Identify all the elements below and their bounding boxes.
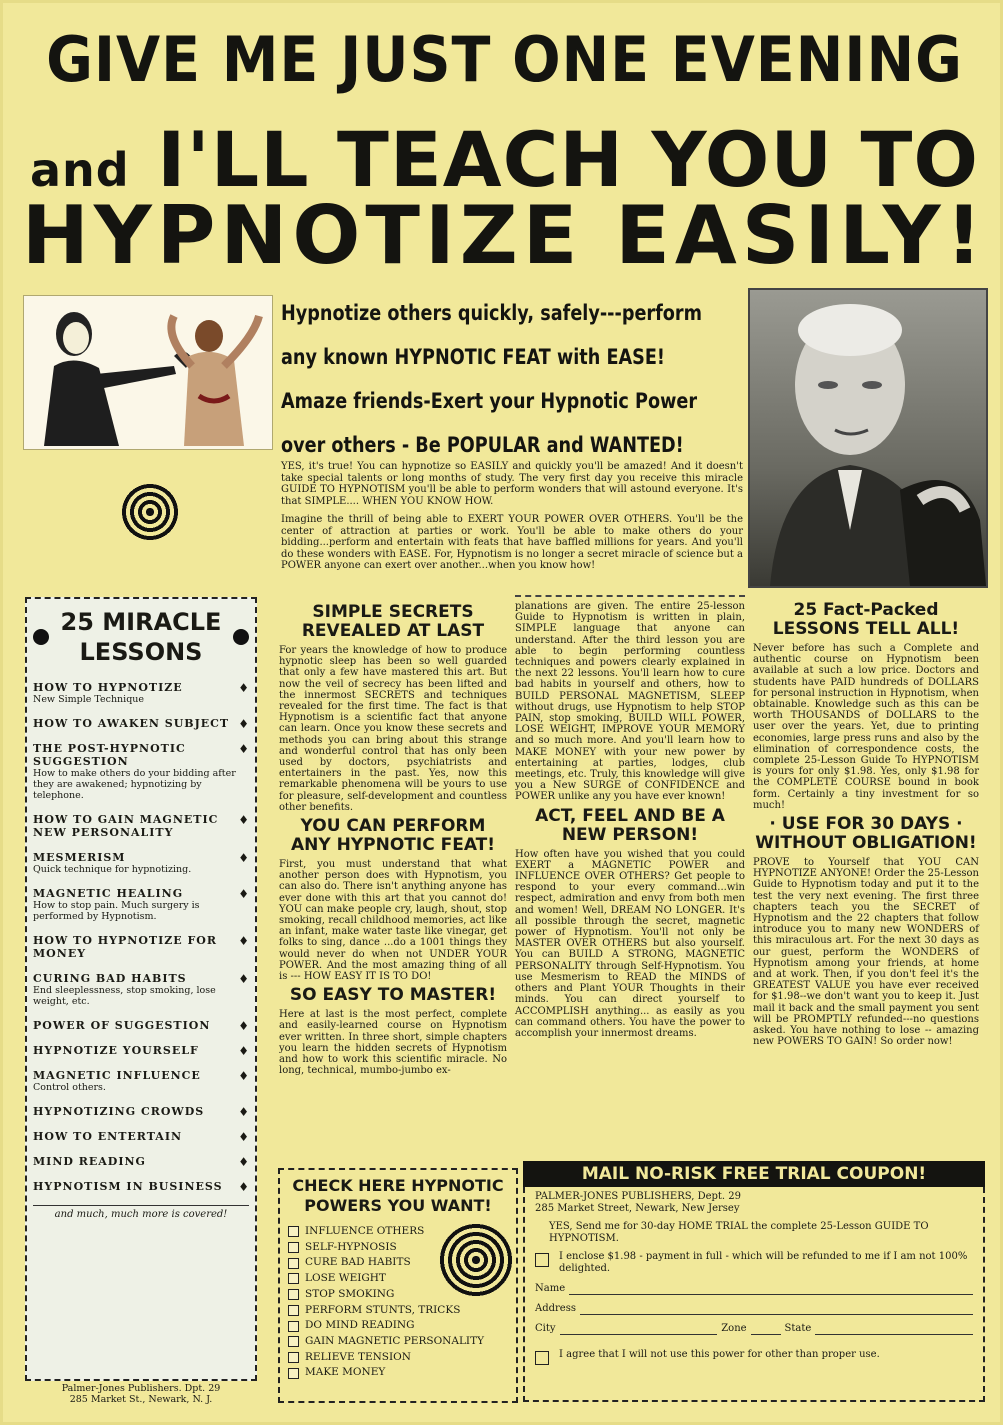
bullet-dot-icon <box>33 629 49 645</box>
checklist-item[interactable] <box>288 1318 508 1334</box>
checklist-label: INFLUENCE OTHERS <box>305 1225 425 1237</box>
lesson-description: New Simple Technique <box>33 694 145 705</box>
city-zone-state-field[interactable] <box>535 1323 973 1335</box>
lessons-panel <box>25 597 257 1381</box>
checklist-label: LOSE WEIGHT <box>305 1272 386 1285</box>
agree-checkbox[interactable] <box>535 1351 549 1365</box>
lesson-title: HOW TO ENTERTAIN <box>33 1130 183 1143</box>
lesson-title: MAGNETIC INFLUENCE <box>33 1069 201 1082</box>
checklist-title: CHECK HERE HYPNOTIC POWERS YOU WANT! <box>292 1176 504 1215</box>
lesson-title: MIND READING <box>33 1155 146 1168</box>
checkbox[interactable] <box>288 1368 299 1379</box>
city-input[interactable] <box>560 1325 718 1335</box>
tagline-line: Hypnotize others quickly, safely---perform <box>281 301 702 325</box>
headline-line-1: GIVE ME JUST ONE EVENING <box>46 23 963 96</box>
lesson-title: HOW TO GAIN MAGNETIC NEW PERSONALITY <box>33 813 219 839</box>
lesson-item <box>33 1019 249 1032</box>
publisher-line: Palmer-Jones Publishers. Dpt. 29 <box>61 1383 221 1394</box>
enclose-text: I enclose $1.98 - payment in full - which will be refunded to me if I am not 100% delighted. <box>559 1251 968 1274</box>
zone-label: Zone <box>721 1323 747 1334</box>
name-input[interactable] <box>569 1285 973 1295</box>
checklist-label: STOP SMOKING <box>305 1287 395 1300</box>
column-fact-packed <box>753 599 979 1052</box>
hypnotist-illustration <box>23 295 273 450</box>
coupon-header: MAIL NO-RISK FREE TRIAL COUPON! <box>523 1161 985 1187</box>
order-coupon <box>523 1187 985 1402</box>
author-portrait <box>748 288 988 588</box>
agree-row <box>535 1349 973 1365</box>
lesson-title: HOW TO AWAKEN SUBJECT <box>33 717 230 730</box>
diamond-bullet-icon: ♦ <box>238 1180 249 1194</box>
body-text: For years the knowledge of how to produce hypnotic sleep has been so well guarded that only a few have mastered this art. But now the veil of secrecy has been lifted and the innermost SECRETS and techniques revealed for the first time. The fact is that Hypnotism is a scientific fact that anyone can learn. Once you know these secrets and methods you can bring about this strange and wonderful control that has only been used by doctors, psychiatrists and entertainers in the past. Yes, now this remarkable phenomena will be yours to use for pleasure, self-development and countless other benefits. <box>279 645 507 813</box>
lesson-title: MAGNETIC HEALING <box>33 887 184 900</box>
lesson-item <box>33 1105 249 1118</box>
hypnotic-spiral-icon <box>437 1221 515 1299</box>
body-text: Here at last is the most perfect, complete and easily-learned course on Hypnotism ever written. In three short, simple chapters you learn the hidden secrets of Hypnotism and how to work this scientific miracle. No long, technical, mumbo-jumbo ex- <box>279 1009 507 1077</box>
tagline-line: any known HYPNOTIC FEAT with EASE! <box>281 345 665 369</box>
lesson-item <box>33 742 249 801</box>
diamond-bullet-icon: ♦ <box>238 1044 249 1058</box>
zone-input[interactable] <box>751 1325 781 1335</box>
section-heading: 25 Fact-Packed LESSONS TELL ALL! <box>772 600 960 639</box>
diamond-bullet-icon: ♦ <box>238 934 249 948</box>
checkbox[interactable] <box>288 1258 299 1269</box>
lesson-description: How to make others do your bidding after they are awakened; hypnotizing by telephone. <box>33 768 236 801</box>
diamond-bullet-icon: ♦ <box>238 1105 249 1119</box>
checkbox[interactable] <box>288 1305 299 1316</box>
coupon-address-line: PALMER-JONES PUBLISHERS, Dept. 29 <box>535 1191 742 1202</box>
coupon-yes-text: YES, Send me for 30-day HOME TRIAL the complete 25-Lesson GUIDE TO HYPNOTISM. <box>549 1221 929 1244</box>
lesson-title: HOW TO HYPNOTIZE FOR MONEY <box>33 934 218 960</box>
lesson-item <box>33 887 249 922</box>
state-label: State <box>784 1323 812 1334</box>
body-text: First, you must understand that what another person does with Hypnotism, you can also do. There isn't anything anyone has ever done with this art that you cannot do! YOU can make people cry, laugh, shout, stop smoking, recall childhood memories, act like an infant, make water taste like vinegar, get folks to sing, dance ...do a 1001 things they would never do when not UNDER YOUR POWER. And the most amazing thing of all is --- HOW EASY IT IS TO DO! <box>279 859 507 983</box>
diamond-bullet-icon: ♦ <box>238 742 249 756</box>
diamond-bullet-icon: ♦ <box>238 681 249 695</box>
name-label: Name <box>535 1283 566 1294</box>
lesson-title: HYPNOTIZE YOURSELF <box>33 1044 199 1057</box>
portrait-icon <box>750 290 986 586</box>
lessons-more: and much, much more is covered! <box>33 1205 249 1220</box>
tagline <box>281 291 743 467</box>
enclose-checkbox[interactable] <box>535 1253 549 1267</box>
lesson-item <box>33 934 249 960</box>
headline-line-2-rest: I'LL TEACH YOU TO <box>129 115 979 204</box>
hypnotist-drawing-icon <box>24 296 272 449</box>
checklist-item[interactable] <box>288 1303 508 1319</box>
intro-paragraph: YES, it's true! You can hypnotize so EASILY and quickly you'll be amazed! And it doesn't take special talents or long months of study. The very first day you receive this miracle GUIDE TO HYPNOTISM you'll be able to perform wonders that will astound everyone. It's that SIMPLE.... WHEN YOU KNOW HOW. <box>281 461 743 507</box>
section-heading: ACT, FEEL AND BE A NEW PERSON! <box>535 805 725 845</box>
checkbox[interactable] <box>288 1242 299 1253</box>
publisher-footer <box>25 1383 257 1405</box>
tagline-line: Amaze friends-Exert your Hypnotic Power <box>281 389 698 413</box>
lesson-item <box>33 717 249 730</box>
lesson-list <box>33 681 249 1193</box>
coupon-address <box>535 1191 973 1215</box>
diamond-bullet-icon: ♦ <box>238 1019 249 1033</box>
lesson-title: MESMERISM <box>33 851 126 864</box>
lessons-title-top: 25 MIRACLE <box>60 608 222 636</box>
checklist-item[interactable] <box>288 1350 508 1366</box>
lesson-item <box>33 1130 249 1143</box>
checklist-label: MAKE MONEY <box>305 1366 386 1379</box>
diamond-bullet-icon: ♦ <box>238 887 249 901</box>
enclose-row <box>535 1251 973 1275</box>
lesson-item <box>33 1069 249 1093</box>
body-text: How often have you wished that you could EXERT a MAGNETIC POWER and INFLUENCE OVER OTHERS? Get people to respond to your every command...win respect, admiration and envy from both men and women! Well, DREAM NO LONGER. It's all possible through the secret, magnetic power of Hypnotism. You'll not only be MASTER OVER OTHERS but also yourself. You can BUILD A STRONG, MAGNETIC PERSONALITY through Self-Hypnotism. You use Mesmerism to READ the MINDS of others and Plant YOUR Thoughts in their minds. You can direct yourself to ACCOMPLISH anything... as easily as you can command others. You have the power to accomplish your innermost dreams. <box>515 848 745 1039</box>
checkbox[interactable] <box>288 1273 299 1284</box>
lesson-item <box>33 1044 249 1057</box>
address-label: Address <box>535 1303 576 1314</box>
checklist-label: PERFORM STUNTS, TRICKS <box>305 1303 461 1316</box>
lesson-title: POWER OF SUGGESTION <box>33 1019 211 1032</box>
lesson-title: CURING BAD HABITS <box>33 972 187 985</box>
state-input[interactable] <box>815 1325 973 1335</box>
diamond-bullet-icon: ♦ <box>238 972 249 986</box>
body-text: Never before has such a Complete and authentic course on Hypnotism been available at such a low price. Doctors and students have PAID hundreds of DOLLARS for personal instruction in Hypnotism, when obtainable. Knowledge such as this can be worth THOUSANDS of DOLLARS to the user over the years. Yet, due to printing economies, large press runs and also by the elimination of correspondence costs, the complete 25-Lesson Guide To HYPNOTISM is yours for only $1.98. Yes, only $1.98 for the COMPLETE COURSE bound in book form. Certainly a tiny investment for so much! <box>753 643 979 811</box>
column-new-person <box>515 595 745 1043</box>
checkbox[interactable] <box>288 1321 299 1332</box>
lesson-description: Control others. <box>33 1082 106 1093</box>
lesson-item <box>33 972 249 1007</box>
section-heading: YOU CAN PERFORM ANY HYPNOTIC FEAT! <box>290 816 496 856</box>
checklist-label: GAIN MAGNETIC PERSONALITY <box>305 1334 485 1347</box>
intro-paragraph: Imagine the thrill of being able to EXERT YOUR POWER OVER OTHERS. You'll be the center of attraction at parties or work. You'll be able to make others do your bidding...perform and entertain with feats that have baffled millions for years. And you'll do these wonders with EASE. For, Hypnotism is no longer a secret miracle of science but a POWER anyone can exert over another...when you know how! <box>281 514 743 571</box>
diamond-bullet-icon: ♦ <box>238 813 249 827</box>
coupon-address-line: 285 Market Street, Newark, New Jersey <box>535 1203 740 1214</box>
intro-copy <box>281 461 743 579</box>
column-secrets <box>279 601 507 1081</box>
diamond-bullet-icon: ♦ <box>238 717 249 731</box>
lesson-item <box>33 1155 249 1168</box>
checkbox[interactable] <box>288 1352 299 1363</box>
diamond-bullet-icon: ♦ <box>238 1069 249 1083</box>
lesson-item <box>33 851 249 875</box>
lesson-description: Quick technique for hypnotizing. <box>33 864 192 875</box>
checklist-label: RELIEVE TENSION <box>305 1350 411 1363</box>
publisher-line: 285 Market St., Newark, N. J. <box>69 1394 213 1405</box>
headline-line-3: HYPNOTIZE EASILY! <box>21 189 988 282</box>
checklist-label: DO MIND READING <box>305 1319 415 1332</box>
checklist-item[interactable] <box>288 1334 508 1350</box>
lesson-description: End sleeplessness, stop smoking, lose weight, etc. <box>33 985 216 1007</box>
lesson-title: HYPNOTIZING CROWDS <box>33 1105 205 1118</box>
section-heading: SO EASY TO MASTER! <box>289 985 497 1006</box>
lesson-item <box>33 681 249 705</box>
checkbox[interactable] <box>288 1336 299 1347</box>
lesson-item <box>33 1180 249 1193</box>
bullet-dot-icon <box>233 629 249 645</box>
body-text: planations are given. The entire 25-lesson Guide to Hypnotism is written in plain, SIMPLE language that anyone can understand. After the third lesson you are able to begin performing countless techniques and powers clearly explained in the next 22 lessons. You'll learn how to cure bad habits in yourself and others, how to BUILD PERSONAL MAGNETISM, SLEEP without drugs, use Hypnotism to help STOP PAIN, stop smoking, BUILD WILL POWER, LOSE WEIGHT, IMPROVE YOUR MEMORY and so much more. And you'll learn how to MAKE MONEY with your new power by entertaining at parties, lodges, club meetings, etc. Truly, this knowledge will give you a New SURGE of CONFIDENCE and POWER unlike any you have ever known! <box>515 601 745 803</box>
lesson-title: THE POST-HYPNOTIC SUGGESTION <box>33 742 186 768</box>
diamond-bullet-icon: ♦ <box>238 1130 249 1144</box>
checkbox[interactable] <box>288 1289 299 1300</box>
address-input[interactable] <box>580 1305 973 1315</box>
lesson-title: HOW TO HYPNOTIZE <box>33 681 183 694</box>
headline-and: and <box>29 143 130 197</box>
lesson-item <box>33 813 249 839</box>
checkbox[interactable] <box>288 1226 299 1237</box>
diamond-bullet-icon: ♦ <box>238 1155 249 1169</box>
tagline-line: over others - Be POPULAR and WANTED! <box>281 433 684 457</box>
section-heading: · USE FOR 30 DAYS · WITHOUT OBLIGATION! <box>755 814 977 854</box>
lessons-title-bottom: LESSONS <box>79 638 203 666</box>
lesson-description: How to stop pain. Much surgery is performed by Hypnotism. <box>33 900 200 922</box>
address-field[interactable] <box>535 1303 973 1315</box>
lessons-title <box>33 607 249 667</box>
section-heading: SIMPLE SECRETS REVEALED AT LAST <box>301 602 485 641</box>
agree-text: I agree that I will not use this power for other than proper use. <box>559 1349 880 1360</box>
checklist-item[interactable] <box>288 1365 508 1381</box>
diamond-bullet-icon: ♦ <box>238 851 249 865</box>
body-text: PROVE to Yourself that YOU CAN HYPNOTIZE ANYONE! Order the 25-Lesson Guide to Hypnotism today and put it to the test the very next evening. The first three chapters teach you the SECRET of Hypnotism and the 22 chapters that follow introduce you to many new WONDERS of this miraculous art. For the next 30 days as our guest, perform the WONDERS of Hypnotism among your friends, at home and at work. Then, if you don't feel it's the GREATEST VALUE you have ever received for $1.98--we don't want you to keep it. Just mail it back and the small payment you sent will be PROMPTLY refunded---no questions asked. You have nothing to lose -- amazing new POWERS TO GAIN! So order now! <box>753 857 979 1048</box>
name-field[interactable] <box>535 1283 973 1295</box>
checklist-label: SELF-HYPNOSIS <box>305 1240 397 1253</box>
city-label: City <box>535 1323 556 1334</box>
checklist-label: CURE BAD HABITS <box>305 1256 411 1269</box>
lesson-title: HYPNOTISM IN BUSINESS <box>33 1180 223 1193</box>
hypnotic-spiral-icon <box>119 481 181 543</box>
